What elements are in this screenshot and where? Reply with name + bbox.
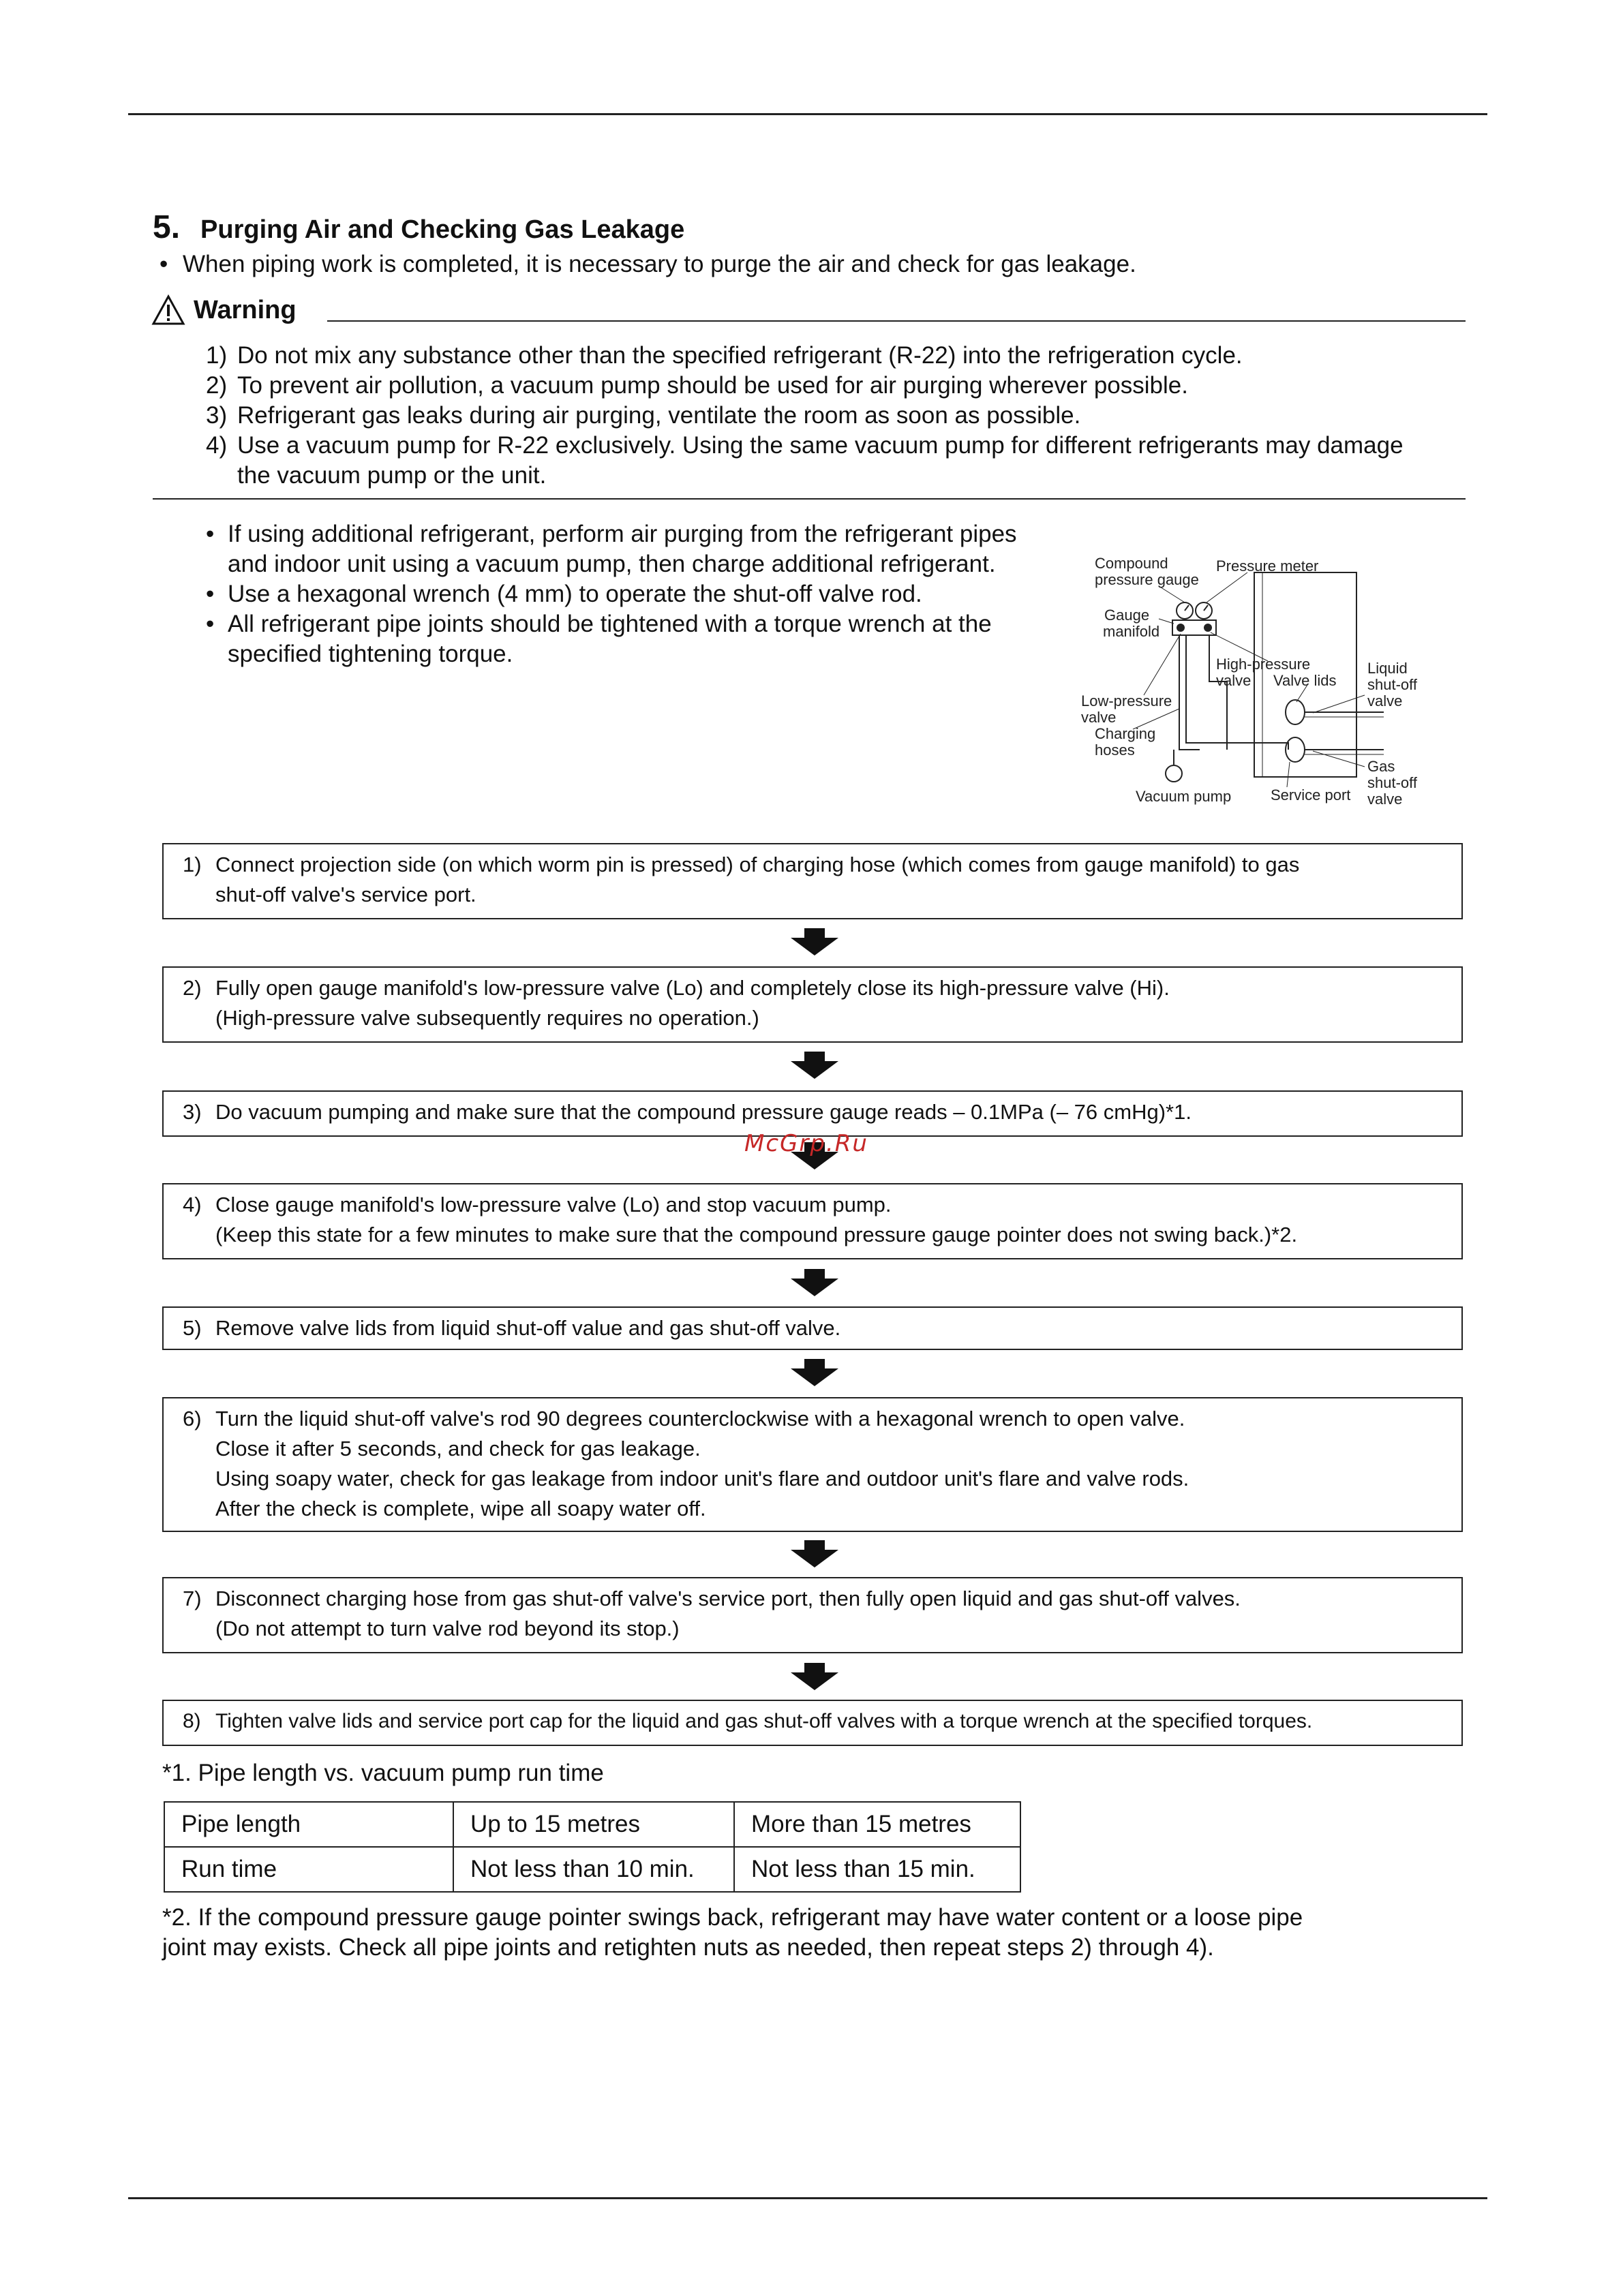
label-gauge-manifold: Gauge [1104,607,1150,624]
label-valve-lids: Valve lids [1273,672,1337,689]
watermark: McGrp.Ru [744,1130,868,1157]
step-1: 1) Connect projection side (on which worm pin is pressed) of charging hose (which comes from gauge manifold) to gas shut-off valve's service port. [162,843,1463,919]
bottom-rule [128,2197,1487,2199]
table-cell: Pipe length [164,1802,453,1847]
label-vacuum-pump: Vacuum pump [1136,788,1232,805]
note-bullet: • Use a hexagonal wrench (4 mm) to operate the shut-off valve rod. [206,581,922,607]
table-cell: Not less than 15 min. [734,1847,1020,1892]
warning-list [206,341,1410,491]
table-cell: Not less than 10 min. [453,1847,734,1892]
section-heading [153,209,684,246]
svg-text:shut-off: shut-off [1367,676,1417,693]
warning-heading [151,294,297,326]
label-low-pressure-valve: Low-pressure [1081,692,1172,709]
label-high-pressure-valve: High-pressure [1216,656,1311,673]
svg-text:pressure gauge: pressure gauge [1095,571,1199,588]
table-cell: Up to 15 metres [453,1802,734,1847]
gauge-manifold-diagram [1070,545,1452,818]
down-arrow-icon [791,1359,838,1386]
liquid-valve-icon [1286,700,1305,724]
note-bullet: • If using additional refrigerant, perform air purging from the refrigerant pipes and indoor unit using a vacuum pump, then charge additional refrigerant. [206,521,1017,577]
note-2: *2. If the compound pressure gauge pointer swings back, refrigerant may have water content or a loose pipe joint may exists. Check all pipe joints and retighten nuts as needed, then repeat steps 2) through 4). [162,1904,1303,1961]
label-pressure-meter: Pressure meter [1216,557,1319,575]
down-arrow-icon [791,1052,838,1079]
table-cell: Run time [164,1847,453,1892]
down-arrow-icon [791,928,838,955]
label-gas-valve: Gas [1367,758,1395,775]
warning-item: 2) To prevent air pollution, a vacuum pump should be used for air purging wherever possible. [206,372,1188,399]
top-rule [128,113,1487,115]
warning-rule [327,320,1466,322]
vacuum-pump-icon [1166,765,1182,782]
svg-text:valve: valve [1367,692,1403,709]
svg-text:valve: valve [1216,672,1252,689]
svg-text:shut-off: shut-off [1367,774,1417,791]
down-arrow-icon [791,1269,838,1296]
procedure-notes [206,519,1044,669]
note-bullet: • All refrigerant pipe joints should be tightened with a torque wrench at the specified tightening torque. [206,611,992,667]
label-liquid-valve: Liquid [1367,660,1408,677]
down-arrow-icon [791,1540,838,1567]
svg-text:manifold: manifold [1103,623,1160,640]
section-title: Purging Air and Checking Gas Leakage [200,215,685,244]
warning-item: 3) Refrigerant gas leaks during air purging, ventilate the room as soon as possible. [206,402,1081,429]
down-arrow-icon [791,1663,838,1690]
table-row [164,1802,1020,1847]
section-number: 5. [153,209,181,245]
step-6: 6) Turn the liquid shut-off valve's rod 90 degrees counterclockwise with a hexagonal wrench to open valve. Close it after 5 seconds, and check for gas leakage. Using soapy water, check for gas leakage from indoor unit's flare and outdoor unit's flare and valve rods. After the check is complete, wipe all soapy water off. [162,1397,1463,1532]
bullet-dot: • [160,251,168,277]
note-1-title: *1. Pipe length vs. vacuum pump run time [162,1760,604,1786]
step-5: 5) Remove valve lids from liquid shut-off value and gas shut-off valve. [162,1306,1463,1350]
label-compound-gauge: Compound [1095,555,1168,572]
step-4: 4) Close gauge manifold's low-pressure valve (Lo) and stop vacuum pump. (Keep this state for a few minutes to make sure that the compound pressure gauge pointer does not swing back.)*2. [162,1183,1463,1259]
warning-bottom-rule [153,498,1466,500]
pipe-length-table [164,1801,1021,1893]
section-intro: • When piping work is completed, it is necessary to purge the air and check for gas leakage. [160,249,1136,279]
step-7: 7) Disconnect charging hose from gas shut-off valve's service port, then fully open liquid and gas shut-off valves. (Do not attempt to turn valve rod beyond its stop.) [162,1577,1463,1653]
warning-triangle-icon [151,294,185,326]
label-service-port: Service port [1271,786,1351,803]
svg-text:valve: valve [1081,709,1117,726]
step-8: 8) Tighten valve lids and service port cap for the liquid and gas shut-off valves with a torque wrench at the specified torques. [162,1700,1463,1746]
svg-text:valve: valve [1367,791,1403,808]
table-cell: More than 15 metres [734,1802,1020,1847]
warning-item: 4) Use a vacuum pump for R-22 exclusively. Using the same vacuum pump for different refrigerants may damage the vacuum pump or the unit. [206,432,1404,489]
table-row [164,1847,1020,1892]
warning-item: 1) Do not mix any substance other than the specified refrigerant (R-22) into the refrigeration cycle. [206,342,1243,369]
svg-text:hoses: hoses [1095,741,1135,759]
warning-title: Warning [194,295,297,324]
label-charging-hoses: Charging [1095,725,1156,742]
step-2: 2) Fully open gauge manifold's low-pressure valve (Lo) and completely close its high-pressure valve (Hi). (High-pressure valve subsequently requires no operation.) [162,966,1463,1043]
step-3: 3) Do vacuum pumping and make sure that the compound pressure gauge reads – 0.1MPa (– 76 cmHg)*1. [162,1090,1463,1137]
